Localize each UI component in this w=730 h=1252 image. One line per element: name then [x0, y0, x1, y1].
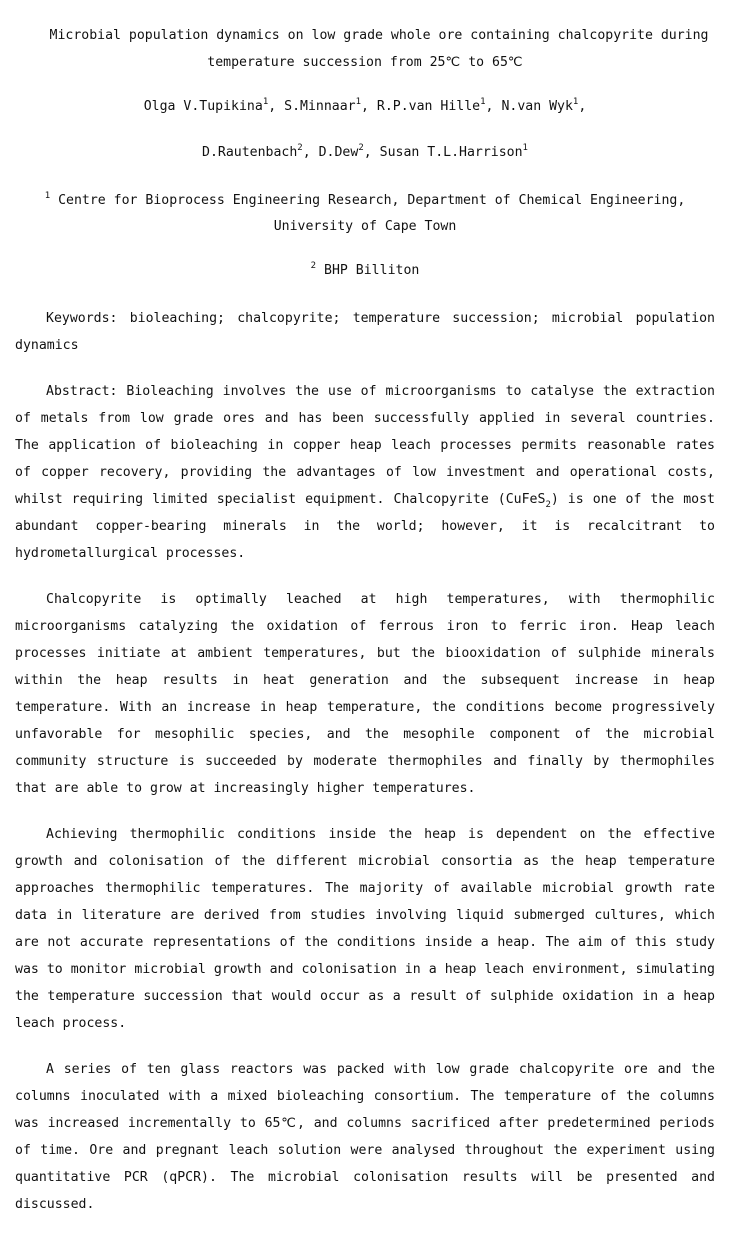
author-separator: , [361, 99, 377, 114]
author-name: Olga V.Tupikina [143, 99, 263, 114]
author-affiliation-mark: 1 [572, 97, 579, 107]
paper-title [16, 22, 714, 76]
author-affiliation-mark: 2 [358, 143, 364, 153]
author-name: S.Minnaar [284, 99, 356, 114]
author-affiliation-mark: 1 [355, 97, 362, 107]
author-separator: , [578, 99, 587, 114]
keywords [15, 305, 715, 359]
author-separator: , [268, 99, 285, 114]
formula-subscript: 2 [545, 500, 551, 510]
abstract-text: Achieving thermophilic conditions inside the heap is dependent on the effective growth and colonisation of the different microbial consortia as the heap temperature approaches thermophilic temperatures. The majority of available microbial growth rate data in literature are derived from studies involving liquid submerged cultures, which are not accurate representations of the conditions inside a heap. The aim of this study was to monitor microbial growth and colonisation in a heap leach environment, simulating the temperature succession that would occur as a result of sulphide oxidation in a heap leach process. [15, 827, 715, 1031]
abstract-text: Abstract: Bioleaching involves the use of microorganisms to catalyse the extraction of metals from low grade ores and has been successfully applied in several countries. The application of bioleaching in copper heap leach processes permits reasonable rates of copper recovery, providing the advantages of low investment and operational costs, whilst requiring limited specialist equipment. Chalcopyrite (CuFeS [15, 384, 715, 507]
affiliation-mark: 1 [44, 191, 51, 201]
author-name: N.van Wyk [501, 99, 573, 114]
affiliation-1 [16, 188, 714, 240]
abstract-text: A series of ten glass reactors was packed with low grade chalcopyrite ore and the columns inoculated with a mixed bioleaching consortium. The temperature of the columns was increased incrementally to 65℃, and columns sacrificed after predetermined periods of time. Ore and pregnant leach solution were analysed throughout the experiment using quantitative PCR (qPCR). The microbial colonisation results will be presented and discussed. [15, 1062, 715, 1212]
author-separator: , [485, 99, 502, 114]
abstract-paragraph-4 [15, 1056, 715, 1218]
author-affiliation-mark: 1 [262, 97, 269, 107]
affiliation-1-line-1: Centre for Bioprocess Engineering Research, Department of Chemical Engineering, [58, 193, 686, 208]
abstract-paragraph-2 [15, 586, 715, 802]
affiliation-2-text: BHP Billiton [324, 263, 420, 278]
affiliation-1-line-2: University of Cape Town [273, 219, 457, 234]
author-affiliation-mark: 2 [297, 143, 303, 153]
author-name: R.P.van Hille [376, 99, 481, 114]
title-line-2: temperature succession from 25℃ to 65℃ [207, 55, 523, 70]
affiliation-2 [16, 260, 714, 282]
author-separator: , [363, 145, 380, 160]
author-name: D.Rautenbach [202, 145, 298, 160]
author-name: Susan T.L.Harrison [379, 145, 523, 160]
author-name: D.Dew [318, 145, 359, 160]
author-affiliation-mark: 1 [480, 97, 486, 107]
author-separator: , [302, 145, 319, 160]
abstract-paragraph-1 [15, 378, 715, 567]
author-line-2 [16, 142, 714, 164]
abstract-text: Chalcopyrite is optimally leached at high temperatures, with thermophilic microorganisms catalyzing the oxidation of ferrous iron to ferric iron. Heap leach processes initiate at ambient temperatures, but the biooxidation of sulphide minerals within the heap results in heat generation and the subsequent increase in heap temperature. With an increase in heap temperature, the conditions become progressively unfavorable for mesophilic species, and the mesophile component of the microbial community structure is succeeded by moderate thermophiles and finally by thermophiles that are able to grow at increasingly higher temperatures. [15, 592, 715, 796]
author-affiliation-mark: 1 [522, 143, 528, 153]
author-line-1 [16, 96, 714, 118]
abstract-paragraph-3 [15, 821, 715, 1037]
keywords-text: Keywords: bioleaching; chalcopyrite; temperature succession; microbial population dynamics [15, 311, 715, 353]
abstract-text: ) is one of the most abundant copper-bearing minerals in the world; however, it is recalcitrant to hydrometallurgical processes. [15, 492, 715, 561]
affiliation-mark: 2 [310, 261, 317, 271]
title-line-1: Microbial population dynamics on low grade whole ore containing chalcopyrite during [49, 28, 709, 43]
